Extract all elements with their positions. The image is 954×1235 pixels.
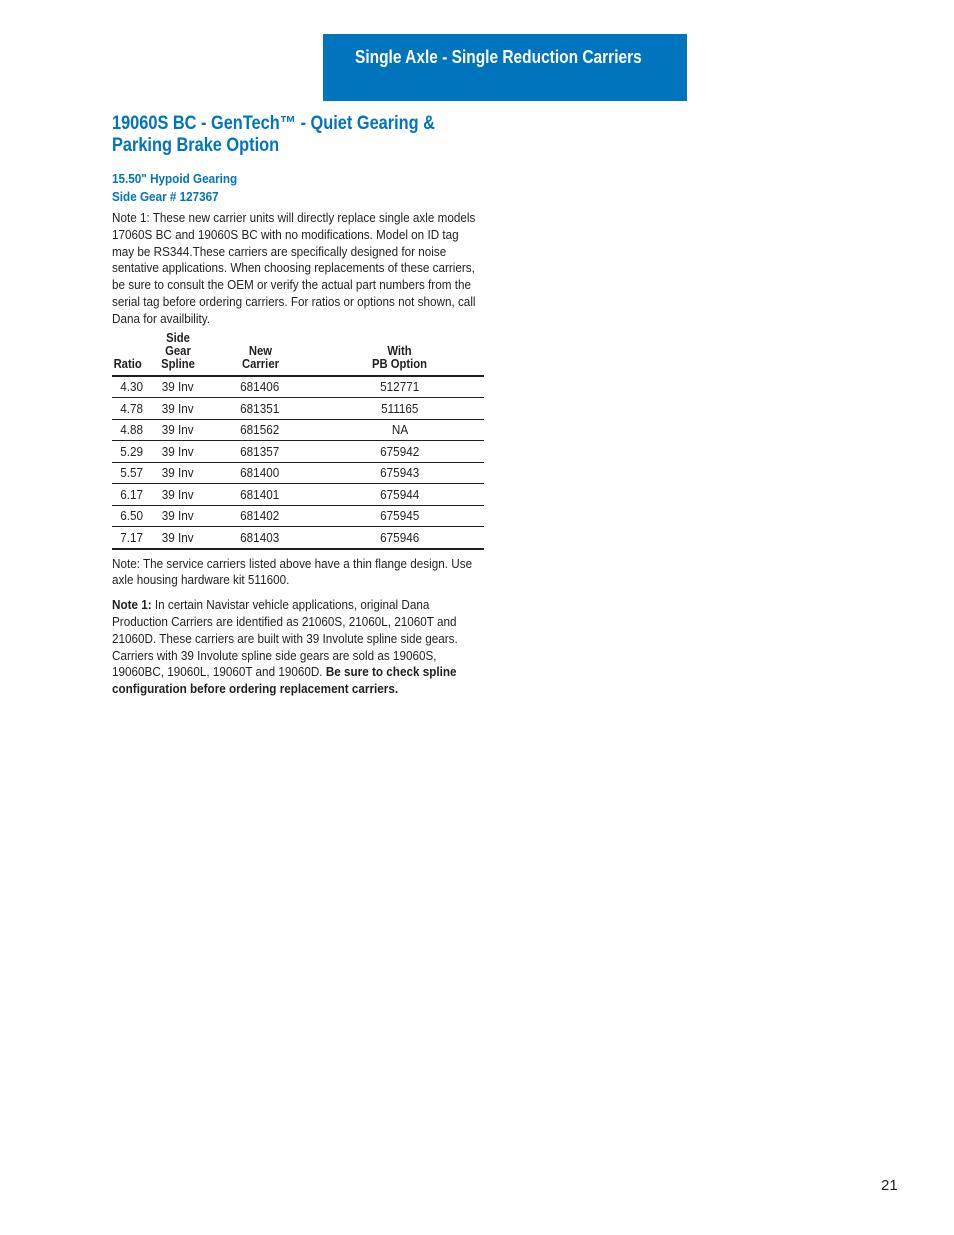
table-row: [112, 505, 484, 527]
cell-carrier: 681402: [204, 505, 316, 527]
cell-ratio: 7.17: [112, 527, 152, 549]
cell-spline: 39 Inv: [152, 527, 204, 549]
table-row: [112, 484, 484, 506]
content-column: [112, 113, 484, 698]
cell-spline: 39 Inv: [152, 419, 204, 441]
col-header-carrier: New Carrier: [204, 332, 316, 376]
cell-ratio: 5.29: [112, 441, 152, 463]
col-header-ratio: Ratio: [112, 332, 152, 376]
gearing-size: 15.50" Hypoid Gearing: [112, 171, 238, 186]
cell-pb-option: 675943: [316, 462, 484, 484]
table-row: [112, 462, 484, 484]
cell-ratio: 6.50: [112, 505, 152, 527]
table-row: [112, 419, 484, 441]
navistar-note: [112, 597, 483, 698]
cell-carrier: 681401: [204, 484, 316, 506]
cell-ratio: 6.17: [112, 484, 152, 506]
cell-spline: 39 Inv: [152, 462, 204, 484]
cell-pb-option: 675944: [316, 484, 484, 506]
section-title: [112, 113, 482, 157]
cell-ratio: 4.88: [112, 419, 152, 441]
cell-spline: 39 Inv: [152, 398, 204, 420]
cell-pb-option: 512771: [316, 376, 484, 398]
cell-spline: 39 Inv: [152, 441, 204, 463]
table-body: [112, 376, 484, 549]
page-number: 21: [881, 1177, 898, 1194]
section-title-line1: 19060S BC - GenTech™ - Quiet Gearing &: [112, 113, 435, 134]
cell-carrier: 681562: [204, 419, 316, 441]
gearing-subhead: [112, 170, 447, 206]
carrier-table: [112, 332, 484, 550]
section-title-line2: Parking Brake Option: [112, 135, 280, 156]
note1-label: Note 1:: [112, 597, 152, 613]
cell-spline: 39 Inv: [152, 505, 204, 527]
cell-carrier: 681351: [204, 398, 316, 420]
table-row: [112, 376, 484, 398]
cell-carrier: 681406: [204, 376, 316, 398]
cell-ratio: 4.30: [112, 376, 152, 398]
cell-pb-option: 675942: [316, 441, 484, 463]
cell-ratio: 5.57: [112, 462, 152, 484]
cell-pb-option: NA: [316, 419, 484, 441]
intro-note: Note 1: These new carrier units will directly replace single axle models 17060S BC and 19060S BC with no modifications. Model on ID tag may be RS344.These carriers are specifically designed for noise sentative applications. When choosing replacements of these carriers, be sure to consult the OEM or verify the actual part numbers from the serial tag before ordering carriers. For ratios or options not shown, call Dana for availbility.: [112, 210, 476, 326]
table-row: [112, 398, 484, 420]
col-header-spline: Side Gear Spline: [152, 332, 204, 376]
cell-pb-option: 511165: [316, 398, 484, 420]
cell-carrier: 681400: [204, 462, 316, 484]
header-title: Single Axle - Single Reduction Carriers: [355, 47, 642, 67]
service-note: Note: The service carriers listed above have a thin flange design. Use axle housing hardware kit 511600.: [112, 555, 473, 588]
note1-emphasis: Be sure to check spline configuration before ordering replacement carriers.: [112, 664, 457, 697]
header-band: [323, 34, 687, 101]
col-header-pb-option: With PB Option: [316, 332, 484, 376]
side-gear-number: Side Gear # 127367: [112, 189, 219, 204]
table-row: [112, 527, 484, 549]
cell-spline: 39 Inv: [152, 376, 204, 398]
cell-ratio: 4.78: [112, 398, 152, 420]
cell-spline: 39 Inv: [152, 484, 204, 506]
cell-pb-option: 675946: [316, 527, 484, 549]
table-header-row: [112, 332, 484, 376]
cell-carrier: 681357: [204, 441, 316, 463]
note1-text: In certain Navistar vehicle applications, original Dana Production Carriers are identified as 21060S, 21060L, 21060T and 21060D. These carriers are built with 39 Involute spline side gears. Carriers with 39 Involute spline side gears are sold as 19060S, 19060BC, 19060L, 19060T and 19060D.: [112, 597, 458, 680]
table-row: [112, 441, 484, 463]
cell-carrier: 681403: [204, 527, 316, 549]
cell-pb-option: 675945: [316, 505, 484, 527]
